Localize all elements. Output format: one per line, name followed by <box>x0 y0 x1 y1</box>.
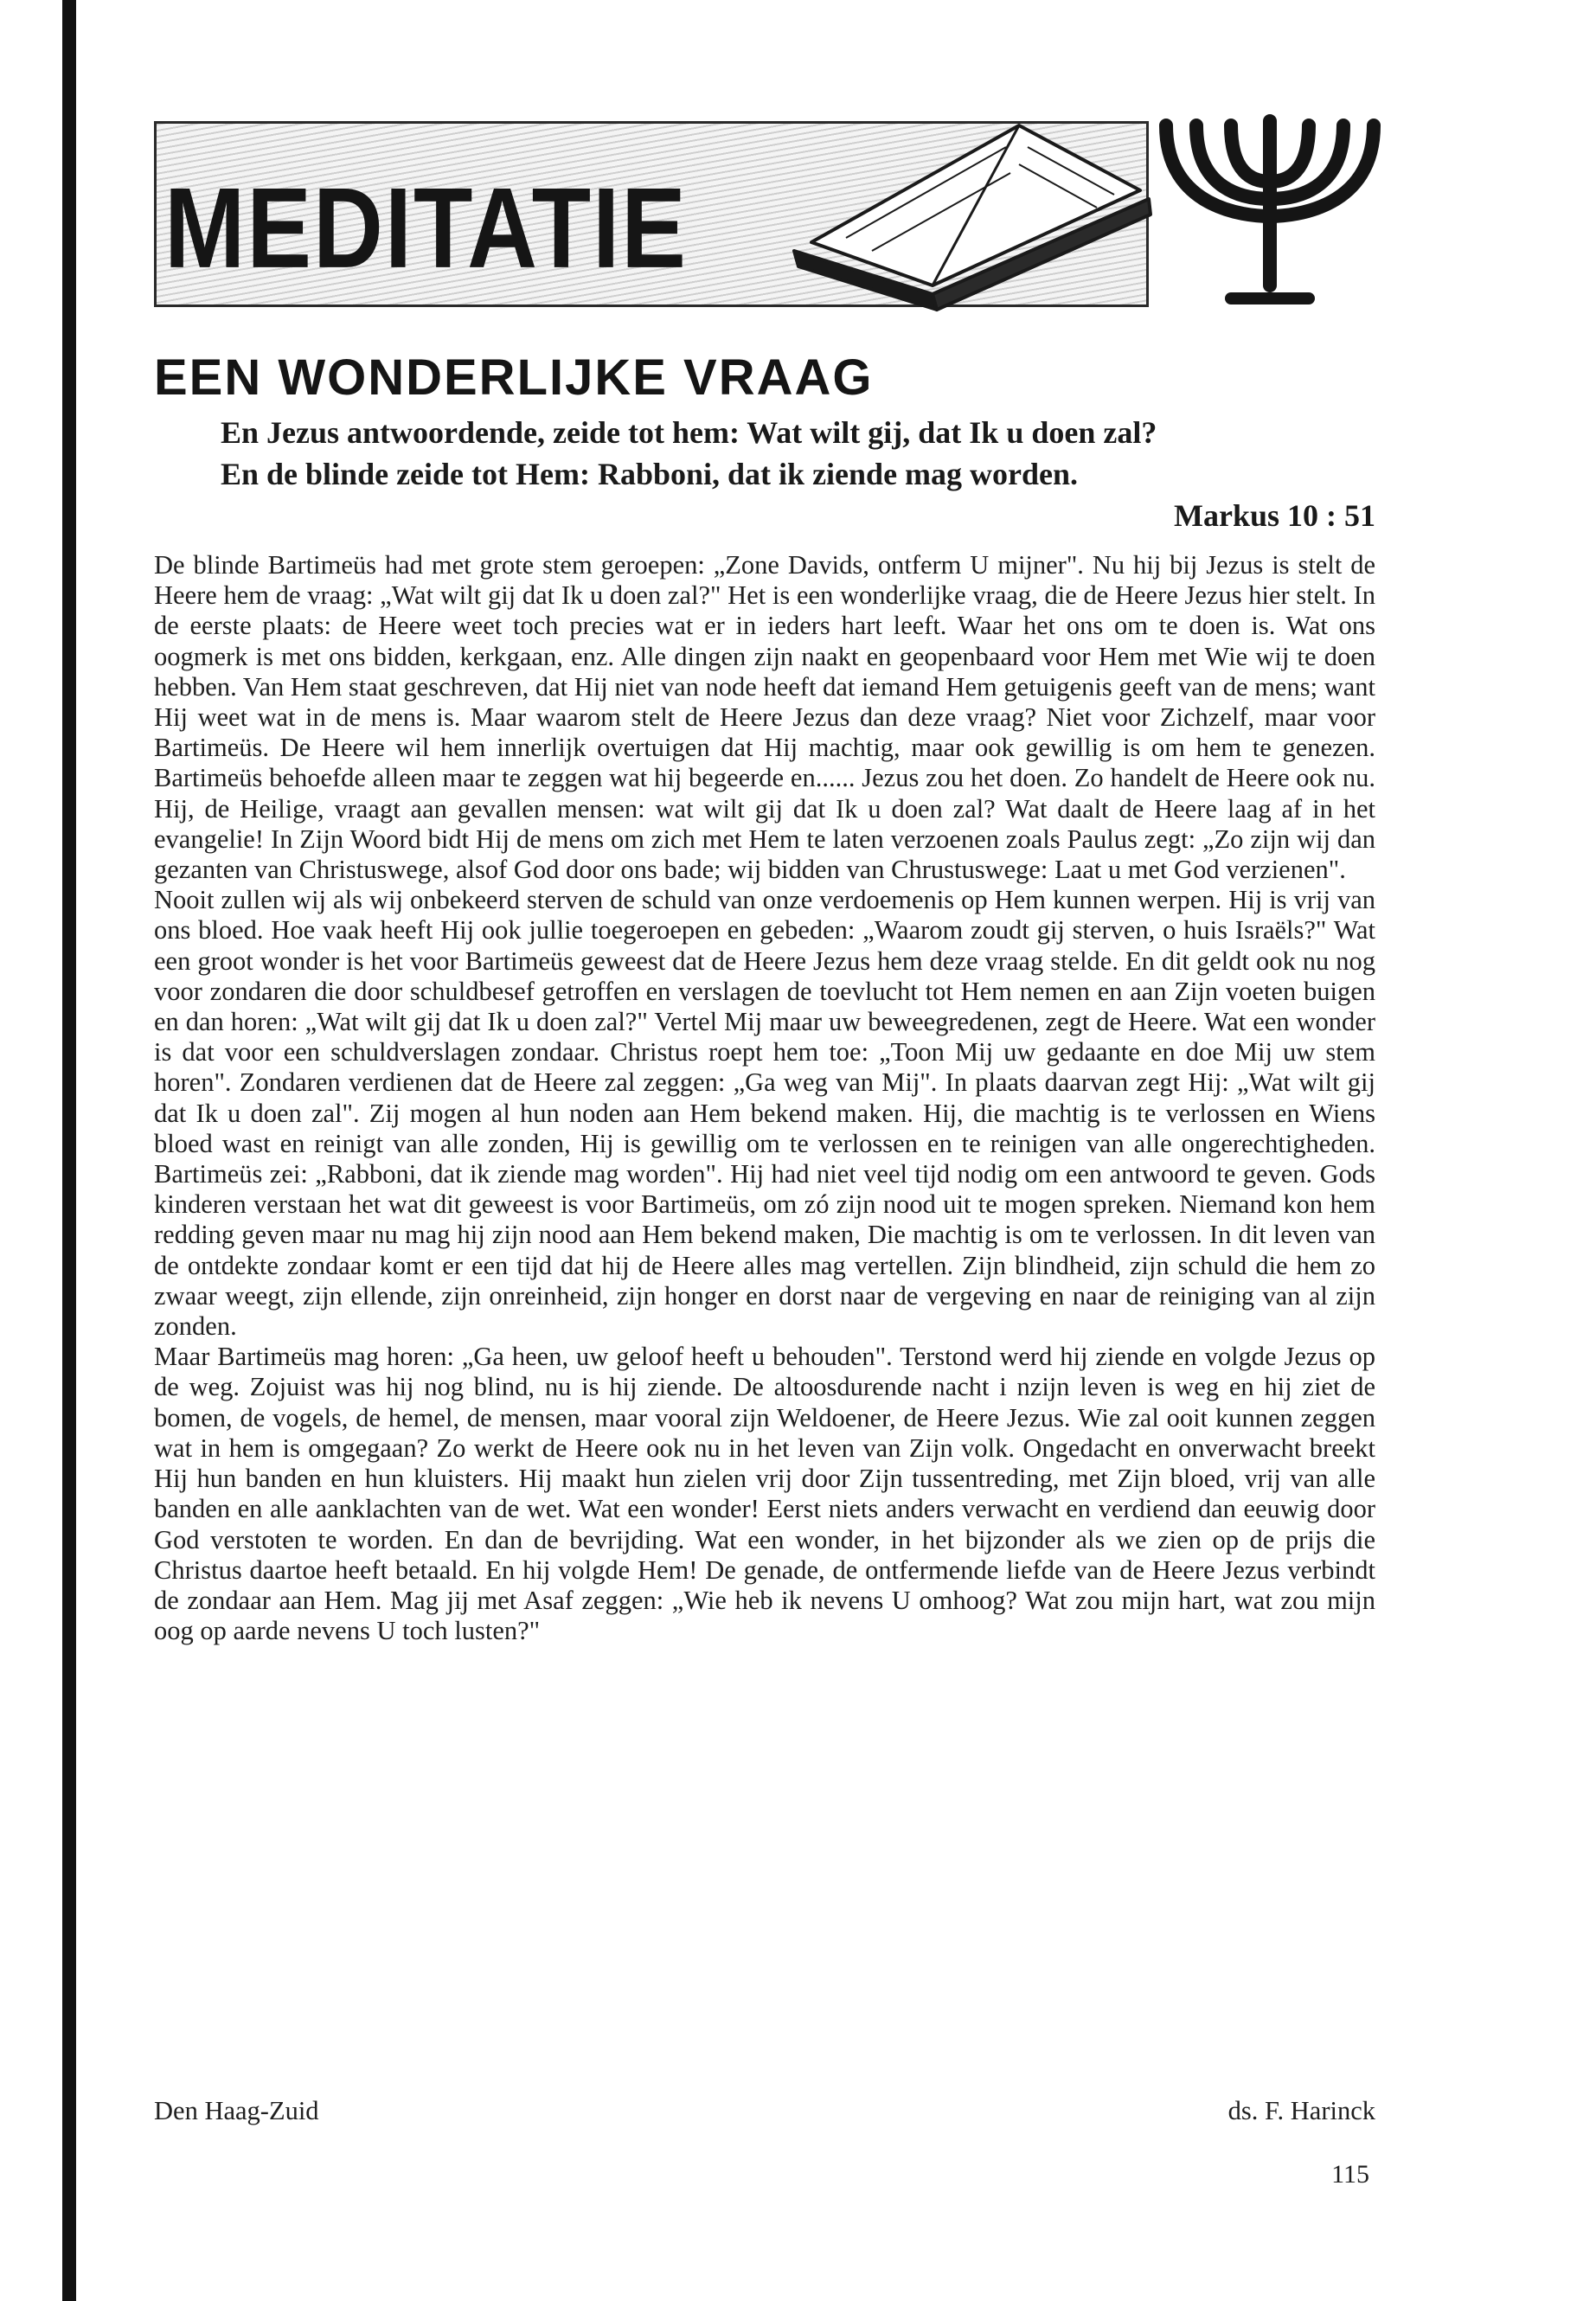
open-bible-icon <box>794 125 1151 310</box>
article-paragraph: Maar Bartimeüs mag horen: „Ga heen, uw geloof heeft u behouden". Terstond werd hij ziende en volgde Jezus op de weg. Zojuist was hij nog blind, nu is hij ziende. De altoosdurende nacht i nzijn leven is weg en hij ziet de bomen, de vogels, de hemel, de mensen, maar vooral zijn Weldoener, de Heere Jezus. Wie zal ooit kunnen zeggen wat in hem is omgegaan? Zo werkt de Heere ook nu in het leven van Zijn volk. Ongedacht en onverwacht breekt Hij hun banden en hun kluisters. Hij maakt hun zielen vrij door Zijn tussentreding, met Zijn bloed, vrij van alle banden en alle aanklachten van de wet. Wat een wonder! Eerst niets anders verwacht en verdiend dan eeuwig door God verstoten te worden. En dan de bevrijding. Wat een wonder, in het bijzonder als we zien op de prijs die Christus daartoe heeft betaald. En hij volgde Hem! De genade, de ontfermende liefde van de Heere Jezus verbindt de zondaar aan Hem. Mag jij met Asaf zeggen: „Wie heb ik nevens U omhoog? Wat zou mijn hart, wat zou mijn oog op aarde nevens U toch lusten?" <box>154 1342 1375 1646</box>
banner-illustration <box>154 112 1382 316</box>
scripture-verse-line-1: En Jezus antwoordende, zeide tot hem: Wat wilt gij, dat Ik u doen zal? <box>221 415 1157 450</box>
article-paragraph: De blinde Bartimeüs had met grote stem geroepen: „Zone Davids, ontferm U mijner". Nu hij bij Jezus is stelt de Heere hem de vraag: „Wat wilt gij dat Ik u doen zal?" Het is een wonderlijke vraag, die de Heere Jezus hier stelt. In de eerste plaats: de Heere weet toch precies wat er in ieders hart leeft. Waar het ons om te doen is. Wat ons oogmerk is met ons bidden, kerkgaan, enz. Alle dingen zijn naakt en geopenbaard voor Hem met Wie wij te doen hebben. Van Hem staat geschreven, dat Hij niet van node heeft dat iemand Hem getuigenis geeft van de mens; want Hij weet wat in de mens is. Maar waarom stelt de Heere Jezus dan deze vraag? Niet voor Zichzelf, maar voor Bartimeüs. De Heere wil hem innerlijk overtuigen dat Hij machtig, maar ook gewillig is om hem te genezen. Bartimeüs behoefde alleen maar te zeggen wat hij begeerde en...... Jezus zou het doen. Zo handelt de Heere ook nu. Hij, de Heilige, vraagt aan gevallen mensen: wat wilt gij dat Ik u doen zal? Wat daalt de Heere laag af in het evangelie! In Zijn Woord bidt Hij de mens om zich met Hem te laten verzoenen zoals Paulus zegt: „Zo zijn wij dan gezanten van Christuswege, alsof God door ons bade; wij bidden van Chrustuswege: Laat u met God verzienen". <box>154 550 1375 885</box>
article-paragraph: Nooit zullen wij als wij onbekeerd sterven de schuld van onze verdoemenis op Hem kunnen werpen. Hij is vrij van ons bloed. Hoe vaak heeft Hij ook jullie toegeroepen en gebeden: „Waarom zoudt gij sterven, o huis Israëls?" Wat een groot wonder is het voor Bartimeüs geweest dat de Heere Jezus hem deze vraag stelde. En dit geldt ook nu nog voor zondaren die door schuldbesef getroffen en verslagen de toevlucht tot Hem nemen en aan Zijn voeten buigen en dan horen: „Wat wilt gij dat Ik u doen zal?" Vertel Mij maar uw beweegredenen, zegt de Heere. Wat een wonder is dat voor een schuldverslagen zondaar. Christus roept hem toe: „Toon Mij uw gedaante en doe Mij uw stem horen". Zondaren verdienen dat de Heere zal zeggen: „Ga weg van Mij". In plaats daarvan zegt Hij: „Wat wilt gij dat Ik u doen zal". Zij mogen al hun noden aan Hem bekend maken. Hij, die machtig is te verlossen en Wiens bloed wast en reinigt van alle zonden, Hij is gewillig om te verlossen en te reinigen van alle ongerechtigheden. Bartimeüs zei: „Rabboni, dat ik ziende mag worden". Hij had niet veel tijd nodig om een antwoord te geven. Gods kinderen verstaan het wat dit geweest is voor Bartimeüs, om zó zijn nood uit te mogen spreken. Niemand kon hem redding geven maar nu mag hij zijn nood aan Hem bekend maken, Die machtig is om te verlossen. In dit leven van de ontdekte zondaar komt er een tijd dat hij de Heere alles mag vertellen. Zijn blindheid, zijn schuld die hem zo zwaar weegt, zijn ellende, zijn onreinheid, zijn honger en dorst naar de vergeving en naar de reiniging van al zijn zonden. <box>154 885 1375 1342</box>
page-number: 115 <box>1331 2160 1369 2189</box>
scripture-reference: Markus 10 : 51 <box>1174 498 1375 533</box>
author-location: Den Haag-Zuid <box>154 2096 319 2125</box>
scripture-verse-line-2: En de blinde zeide tot Hem: Rabboni, dat ik ziende mag worden. <box>221 457 1079 491</box>
banner-title: MEDITATIE <box>164 163 688 292</box>
menorah-icon <box>1166 121 1374 298</box>
article-body <box>154 550 1375 1646</box>
meditatie-banner <box>154 112 1382 316</box>
article-title: EEN WONDERLIJKE VRAAG <box>154 349 874 406</box>
scan-edge-bar <box>62 0 76 2301</box>
author-name: ds. F. Harinck <box>1227 2096 1375 2125</box>
